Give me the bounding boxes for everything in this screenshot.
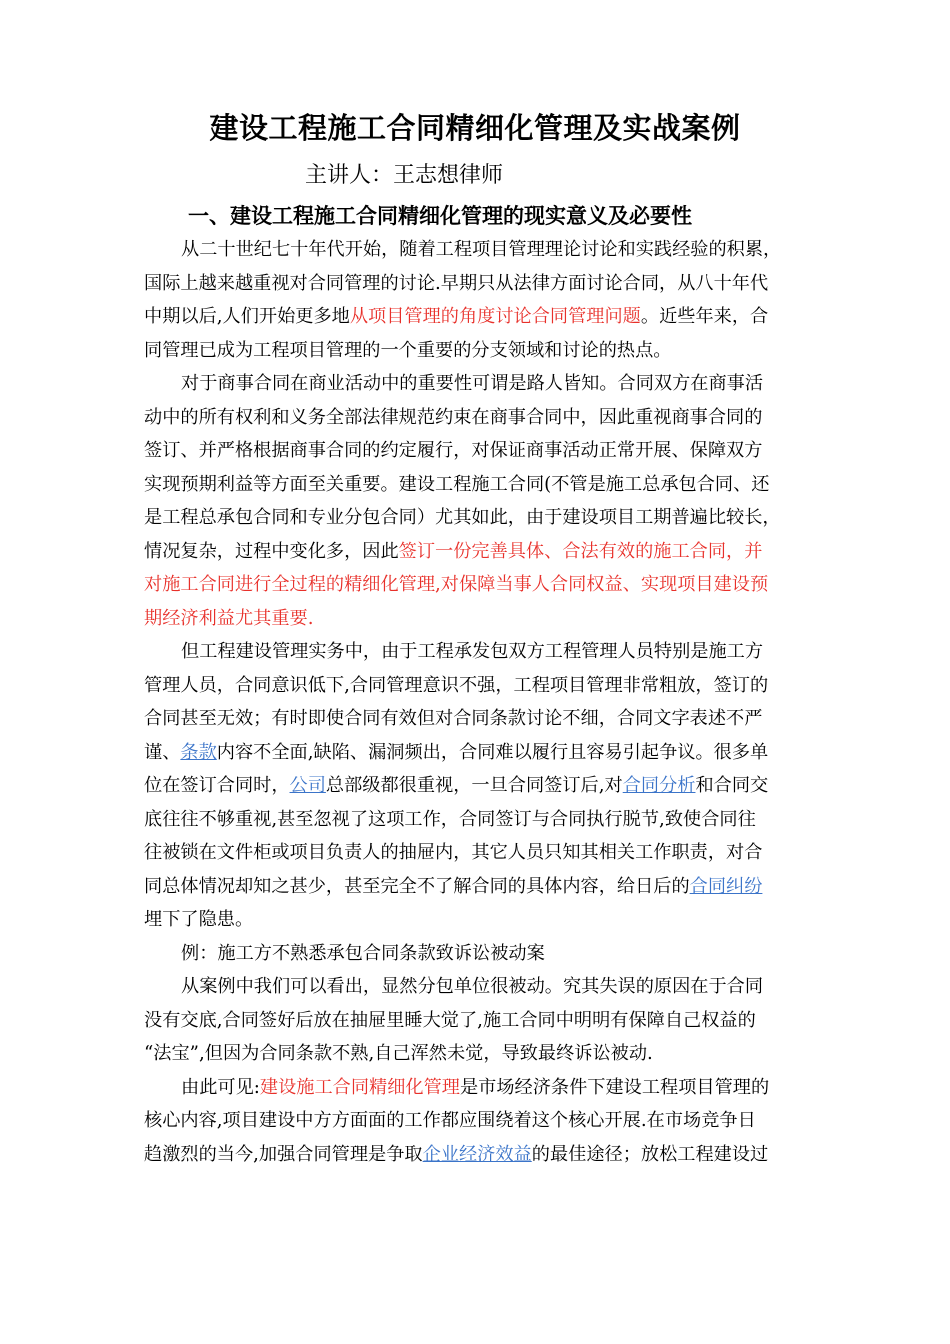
text-run: 但工程建设管理实务中，由于工程承发包双方工程管理人员特别是施工方: [181, 641, 764, 662]
text-line: [144, 836, 808, 870]
text-run: 例：施工方不熟悉承包合同条款致诉讼被动案: [181, 942, 545, 964]
text-line: [144, 1004, 808, 1038]
text-run: 位在签订合同时，: [144, 775, 290, 796]
text-run: 总部级都很重视，一旦合同签订后,对: [325, 775, 623, 796]
text-line: [144, 1037, 808, 1071]
text-run: 签订、并严格根据商事合同的约定履行，对保证商事活动正常开展、保障双方: [144, 440, 763, 461]
text-run: 动中的所有权利和义务全部法律规范约束在商事合同中，因此重视商事合同的: [144, 406, 763, 428]
text-run: 往被锁在文件柜或项目负责人的抽屉内，其它人员只知其相关工作职责，对合: [144, 842, 763, 863]
text-line: [144, 803, 808, 837]
text-run: 同管理已成为工程项目管理的一个重要的分支领域和讨论的热点。: [144, 339, 672, 361]
text-line: [144, 602, 808, 636]
text-run: 管理人员，合同意识低下,合同管理意识不强，工程项目管理非常粗放，签订的: [144, 674, 769, 696]
text-line: [144, 903, 808, 937]
text-run: 的最佳途径；放松工程建设过: [531, 1143, 769, 1165]
text-run: 是市场经济条件下建设工程项目管理的: [459, 1076, 770, 1098]
text-run: 国际上越来越重视对合同管理的讨论.早期只从法律方面讨论合同，从八十年代: [144, 272, 769, 294]
hyperlink[interactable]: 合同纠纷: [689, 875, 763, 897]
text-line: [144, 401, 808, 435]
text-run: 实现预期利益等方面至关重要。建设工程施工合同(不管是施工总承包合同、还: [144, 473, 770, 495]
text-run: 埋下了隐患。: [144, 909, 254, 930]
text-line: [144, 434, 808, 468]
text-line: [144, 334, 808, 368]
hyperlink[interactable]: 企业经济效益: [422, 1143, 532, 1165]
highlighted-text: 建设施工合同精细化管理: [259, 1076, 460, 1098]
body-text: [144, 233, 808, 1171]
section-heading: 一、建设工程施工合同精细化管理的现实意义及必要性: [188, 204, 692, 228]
text-line: [144, 937, 808, 971]
text-line: [144, 535, 808, 569]
text-line: [144, 300, 808, 334]
text-line: [144, 702, 808, 736]
text-run: 是工程总承包合同和专业分包合同）尤其如此，由于建设项目工期普遍比较长，: [144, 507, 781, 528]
hyperlink[interactable]: 条款: [180, 741, 217, 763]
text-run: 核心内容,项目建设中方方面面的工作都应围绕着这个核心开展.在市场竞争日: [144, 1110, 756, 1131]
text-run: 底往往不够重视,甚至忽视了这项工作，合同签订与合同执行脱节,致使合同往: [144, 808, 756, 830]
text-run: 内容不全面,缺陷、漏洞频出，合同难以履行且容易引起争议。很多单: [216, 741, 769, 763]
highlighted-text: 对施工合同进行全过程的精细化管理,对保障当事人合同权益、实现项目建设预: [144, 574, 769, 595]
text-line: [144, 367, 808, 401]
text-run: 谨、: [144, 741, 181, 763]
highlighted-text: 签订一份完善具体、合法有效的施工合同，并: [398, 540, 763, 562]
text-run: 和合同交: [695, 775, 769, 796]
text-run: 。近些年来，合: [640, 306, 769, 327]
text-line: [144, 568, 808, 602]
text-run: 没有交底,合同签好后放在抽屉里睡大觉了,施工合同中明明有保障自己权益的: [144, 1009, 756, 1031]
highlighted-text: 从项目管理的角度讨论合同管理问题: [349, 306, 641, 327]
text-run: 情况复杂，过程中变化多，因此: [144, 540, 399, 562]
text-run: 从案例中我们可以看出，显然分包单位很被动。究其失误的原因在于合同: [181, 976, 764, 997]
text-line: [144, 233, 808, 267]
text-line: [144, 1071, 808, 1105]
text-line: [144, 267, 808, 301]
text-run: 同总体情况却知之甚少，甚至完全不了解合同的具体内容，给日后的: [144, 875, 690, 897]
text-run: 由此可见:: [181, 1076, 260, 1098]
text-line: [144, 1104, 808, 1138]
text-run: “法宝”,但因为合同条款不熟,自己浑然未觉，导致最终诉讼被动.: [144, 1043, 653, 1064]
text-line: [144, 769, 808, 803]
text-run: 对于商事合同在商业活动中的重要性可谓是路人皆知。合同双方在商事活: [181, 373, 764, 394]
text-run: 趋激烈的当今,加强合同管理是争取: [144, 1143, 423, 1165]
hyperlink[interactable]: 合同分析: [622, 775, 696, 796]
text-line: [144, 669, 808, 703]
text-run: 合同甚至无效；有时即使合同有效但对合同条款讨论不细，合同文字表述不严: [144, 708, 763, 729]
text-line: [144, 468, 808, 502]
text-run: 从二十世纪七十年代开始，随着工程项目管理理论讨论和实践经验的积累，: [181, 239, 782, 260]
text-line: [144, 635, 808, 669]
highlighted-text: 期经济利益尤其重要.: [144, 607, 314, 629]
text-line: [144, 501, 808, 535]
text-line: [144, 1138, 808, 1172]
text-line: [144, 970, 808, 1004]
text-run: 中期以后,人们开始更多地: [144, 306, 350, 327]
text-line: [144, 736, 808, 770]
hyperlink[interactable]: 公司: [289, 775, 326, 796]
speaker-line: 主讲人：王志想律师: [305, 163, 504, 188]
document-title: 建设工程施工合同精细化管理及实战案例: [209, 111, 741, 145]
text-line: [144, 870, 808, 904]
